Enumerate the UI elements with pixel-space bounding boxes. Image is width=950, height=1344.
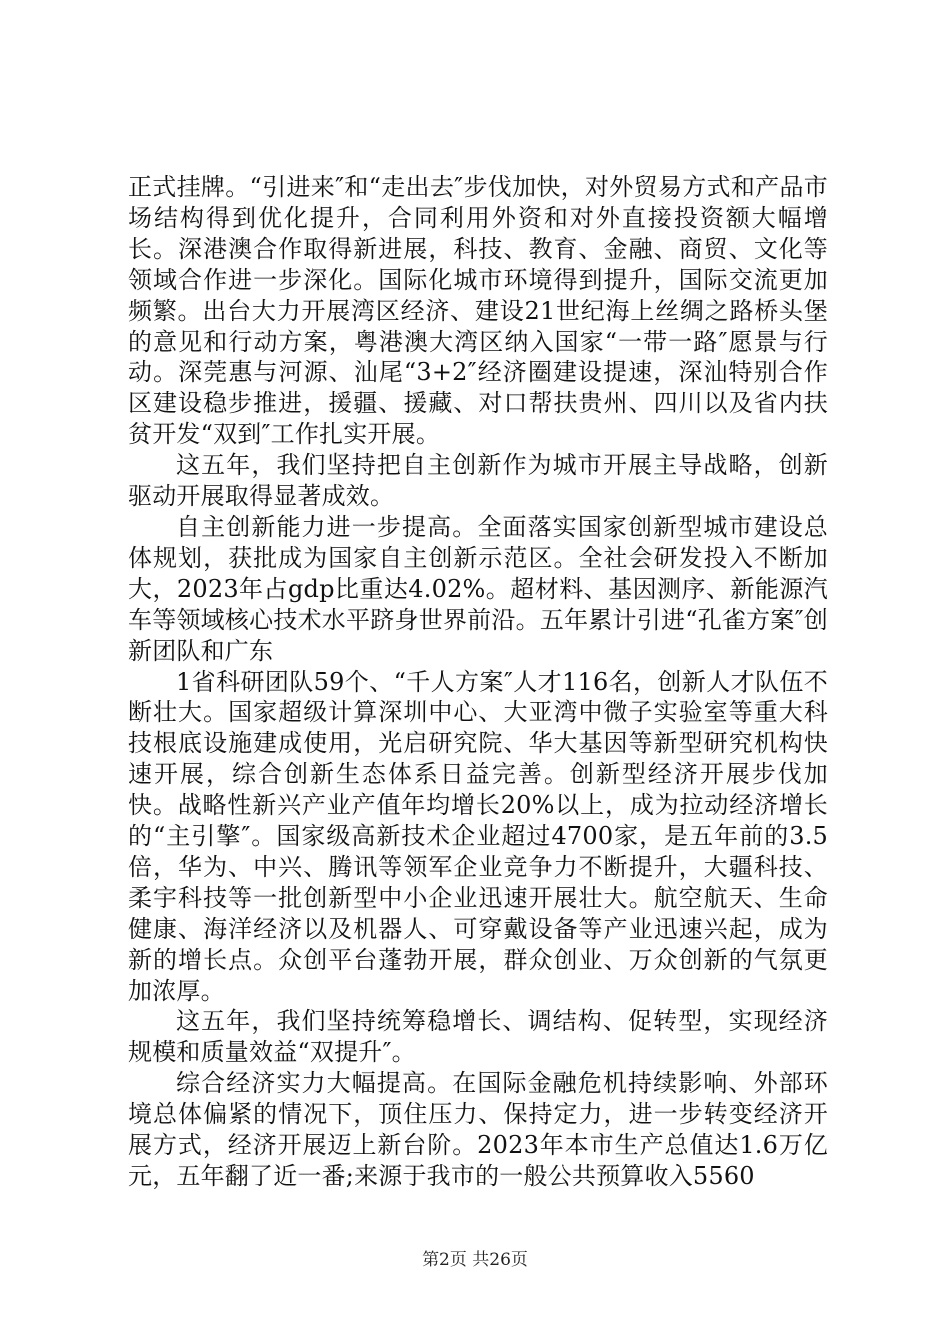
page-number-label: 第2页 共26页 [422, 1250, 528, 1270]
page-footer [0, 1245, 950, 1270]
paragraph-continued: 正式挂牌。“引进来″和“走出去″步伐加快，对外贸易方式和产品市场结构得到优化提升，合同利用外资和对外直接投资额大幅增长。深港澳合作取得新进展，科技、教育、金融、商贸、文化等领域合作进一步深化。国际化城市环境得到提升，国际交流更加频繁。出台大力开展湾区经济、建设21世纪海上丝绸之路桥头堡的意见和行动方案，粤港澳大湾区纳入国家“一带一路″愿景与行动。深莞惠与河源、汕尾“3+2″经济圈建设提速，深汕特别合作区建设稳步推进，援疆、援藏、对口帮扶贵州、四川以及省内扶贫开发“双到″工作扎实开展。 [128, 173, 828, 449]
paragraph: 自主创新能力进一步提高。全面落实国家创新型城市建设总体规划，获批成为国家自主创新示范区。全社会研发投入不断加大，2023年占gdp比重达4.02%。超材料、基因测序、新能源汽车等领域核心技术水平跻身世界前沿。五年累计引进“孔雀方案″创新团队和广东 [128, 512, 828, 665]
document-body [128, 172, 828, 1192]
paragraph: 这五年，我们坚持统筹稳增长、调结构、促转型，实现经济规模和质量效益“双提升″。 [128, 1007, 828, 1067]
paragraph: 1省科研团队59个、“千人方案″人才116名，创新人才队伍不断壮大。国家超级计算深圳中心、大亚湾中微子实验室等重大科技根底设施建成使用，光启研究院、华大基因等新型研究机构快速开展，综合创新生态体系日益完善。创新型经济开展步伐加快。战略性新兴产业产值年均增长20%以上，成为拉动经济增长的“主引擎″。国家级高新技术企业超过4700家，是五年前的3.5倍，华为、中兴、腾讯等领军企业竞争力不断提升，大疆科技、柔宇科技等一批创新型中小企业迅速开展壮大。航空航天、生命健康、海洋经济以及机器人、可穿戴设备等产业迅速兴起，成为新的增长点。众创平台蓬勃开展，群众创业、万众创新的气氛更加浓厚。 [128, 667, 828, 1005]
paragraph: 这五年，我们坚持把自主创新作为城市开展主导战略，创新驱动开展取得显著成效。 [128, 451, 828, 511]
paragraph: 综合经济实力大幅提高。在国际金融危机持续影响、外部环境总体偏紧的情况下，顶住压力、保持定力，进一步转变经济开展方式，经济开展迈上新台阶。2023年本市生产总值达1.6万亿元，五年翻了近一番;来源于我市的一般公共预算收入5560 [128, 1069, 828, 1190]
